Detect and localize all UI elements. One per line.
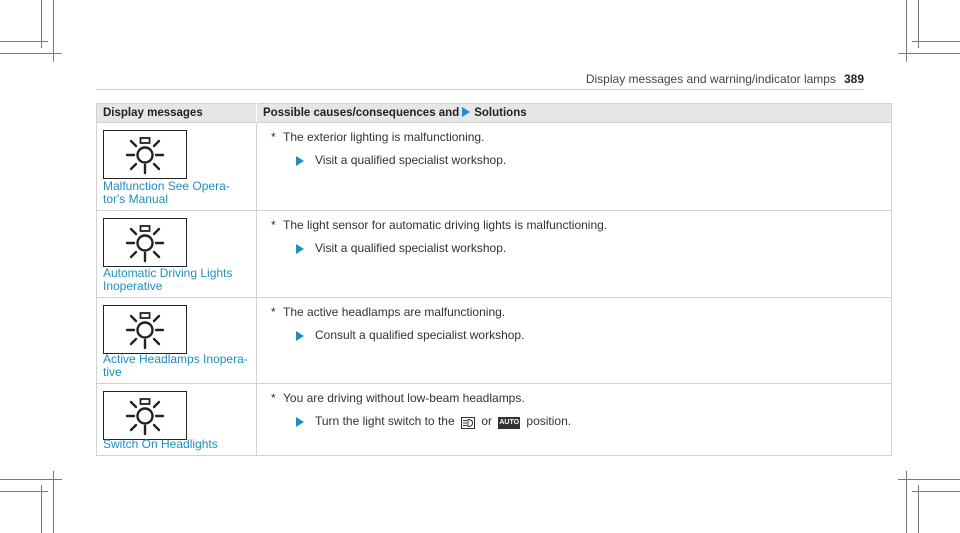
cause-marker: * <box>271 218 276 232</box>
cause-cell <box>257 123 892 211</box>
cause-text: The active headlamps are malfunctioning. <box>283 305 506 319</box>
message-label: Active Headlamps Inopera- tive <box>103 352 248 379</box>
cause-line <box>271 305 891 320</box>
table-header-row <box>97 104 892 123</box>
crop-mark <box>898 479 960 480</box>
header-rule <box>96 89 864 90</box>
column-header-solutions-label: Solutions <box>474 107 527 119</box>
message-cell <box>97 123 257 211</box>
solution-text-or: or <box>481 414 492 428</box>
cause-marker: * <box>271 305 276 319</box>
message-label: Switch On Headlights <box>103 437 218 451</box>
cause-cell <box>257 298 892 384</box>
message-cell <box>97 211 257 298</box>
message-label: Automatic Driving Lights Inoperative <box>103 266 233 293</box>
cause-text: The light sensor for automatic driving lights is malfunctioning. <box>283 218 608 232</box>
exterior-light-warning-icon <box>103 305 187 354</box>
solution-text <box>315 414 571 429</box>
crop-mark <box>0 491 48 492</box>
running-header <box>586 72 864 86</box>
low-beam-icon <box>461 417 475 429</box>
solution-text-prefix: Turn the light switch to the <box>315 414 455 428</box>
cause-cell <box>257 384 892 456</box>
cause-line <box>271 391 891 406</box>
solution-line <box>296 241 891 256</box>
message-cell <box>97 298 257 384</box>
crop-mark <box>0 479 62 480</box>
exterior-light-warning-icon <box>103 391 187 440</box>
table-row <box>97 123 892 211</box>
arrow-right-icon <box>296 244 304 254</box>
crop-mark <box>912 41 960 42</box>
cause-line <box>271 218 891 233</box>
table-row <box>97 211 892 298</box>
arrow-right-icon <box>462 107 470 117</box>
crop-mark <box>906 471 907 533</box>
cause-marker: * <box>271 130 276 144</box>
running-header-title: Display messages and warning/indicator lamps <box>585 72 836 86</box>
exterior-light-warning-icon <box>103 218 187 267</box>
crop-mark <box>918 485 919 533</box>
cause-cell <box>257 211 892 298</box>
cause-text: You are driving without low-beam headlamps. <box>283 391 525 405</box>
solution-line <box>296 328 891 343</box>
arrow-right-icon <box>296 331 304 341</box>
solution-line <box>296 153 891 168</box>
column-header-causes-label: Possible causes/consequences and <box>263 107 460 119</box>
crop-mark <box>0 41 48 42</box>
crop-mark <box>41 485 42 533</box>
table-row <box>97 384 892 456</box>
arrow-right-icon <box>296 417 304 427</box>
message-cell <box>97 384 257 456</box>
crop-mark <box>912 491 960 492</box>
table-row <box>97 298 892 384</box>
solution-text: Consult a qualified specialist workshop. <box>315 328 525 342</box>
solution-line <box>296 414 891 429</box>
cause-marker: * <box>271 391 276 405</box>
cause-line <box>271 130 891 145</box>
crop-mark <box>0 53 62 54</box>
exterior-light-warning-icon <box>103 130 187 179</box>
auto-light-icon: AUTO <box>498 417 520 429</box>
solution-text: Visit a qualified specialist workshop. <box>315 153 507 167</box>
cause-text: The exterior lighting is malfunctioning. <box>283 130 485 144</box>
page-number: 389 <box>843 72 864 86</box>
column-header-causes <box>257 104 892 123</box>
crop-mark <box>898 53 960 54</box>
solution-text: Visit a qualified specialist workshop. <box>315 241 507 255</box>
solution-text-suffix: position. <box>526 414 572 428</box>
crop-mark <box>53 471 54 533</box>
column-header-display-messages: Display messages <box>97 104 257 123</box>
arrow-right-icon <box>296 156 304 166</box>
message-label: Malfunction See Opera- tor's Manual <box>103 179 230 206</box>
display-messages-table <box>96 103 892 456</box>
